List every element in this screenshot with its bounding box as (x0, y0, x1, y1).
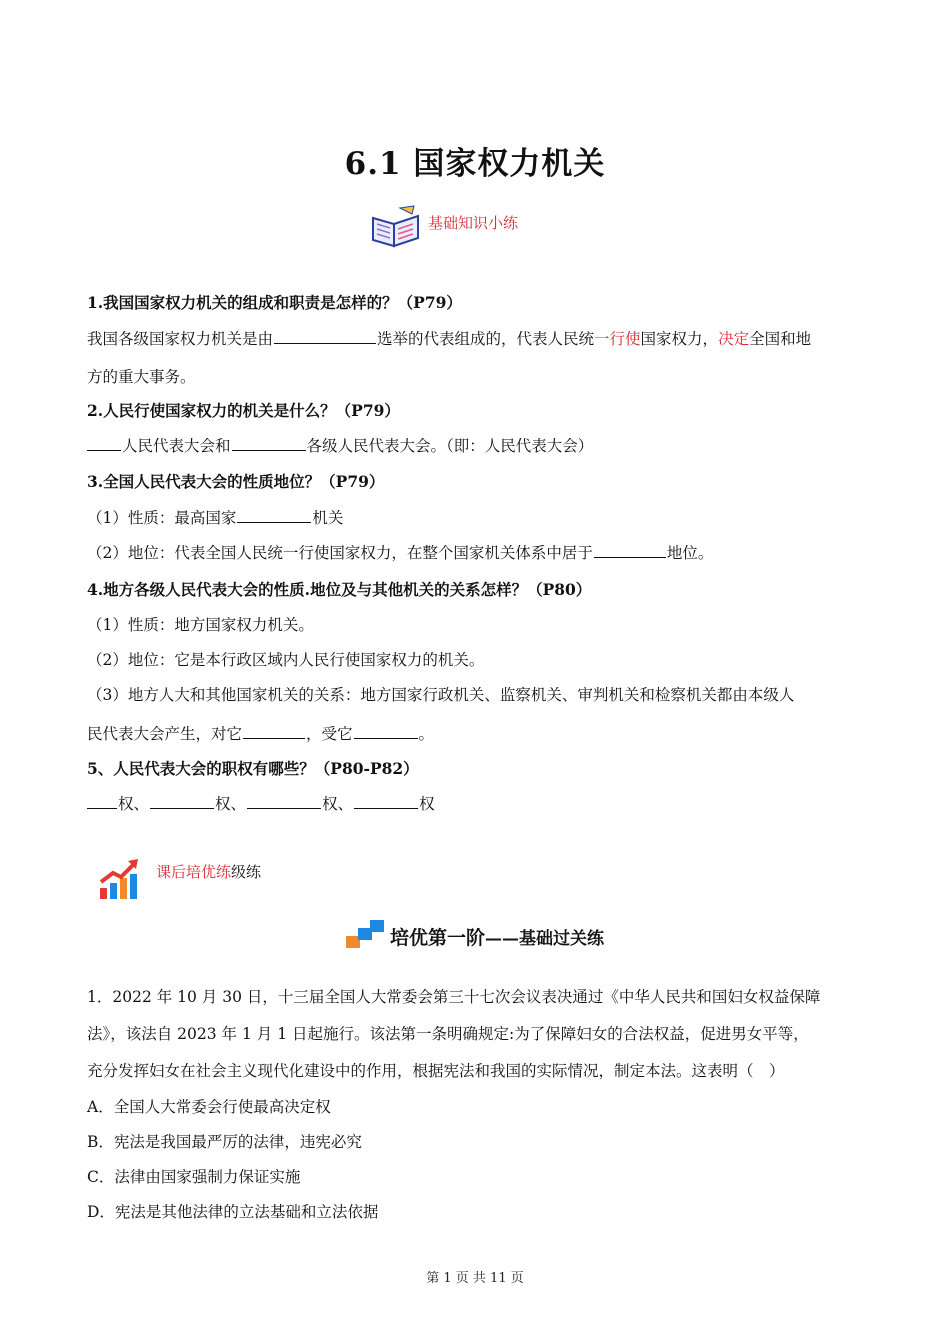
question-5-answer (87, 792, 435, 814)
answer-blank[interactable] (243, 723, 305, 739)
text: 、 (133, 795, 150, 813)
question-4-line-1: （1）性质：地方国家权力机关。 (87, 616, 314, 634)
text: 权 (322, 795, 338, 813)
tier-label-main: 培优第一阶 (389, 926, 485, 949)
answer-blank[interactable] (232, 435, 306, 451)
answer-blank[interactable] (354, 723, 418, 739)
answer-blank[interactable] (150, 793, 214, 809)
answer-blank[interactable] (237, 507, 311, 523)
tier-heading (0, 918, 950, 954)
text: 。 (418, 725, 435, 743)
mcq-option-a[interactable]: A．全国人大常委会行使最高决定权 (87, 1098, 331, 1116)
question-4-heading: 4.地方各级人民代表大会的性质.地位及与其他机关的关系怎样？（P80） (87, 580, 592, 599)
text: 、 (230, 795, 247, 813)
question-4-line-2: （2）地位：它是本行政区域内人民行使国家权力的机关。 (87, 651, 485, 669)
tier-label (390, 923, 604, 950)
section-badge-basic (370, 204, 518, 254)
answer-blank[interactable] (274, 328, 376, 344)
mcq-option-b[interactable]: B．宪法是我国最严厉的法律，违宪必究 (87, 1133, 362, 1151)
text: 权 (118, 795, 134, 813)
question-4-line-3: （3）地方人大和其他国家机关的关系：地方国家行政机关、监察机关、审判机关和检察机关都由本级人 (87, 686, 795, 704)
stairs-icon (346, 918, 386, 954)
question-1-heading: 1.我国国家权力机关的组成和职责是怎样的？（P79） (87, 293, 462, 312)
section-badge-after-class (98, 856, 261, 906)
text: 人民代表大会和 (122, 437, 231, 455)
text: 选举的代表组成的，代表人民统 (377, 330, 595, 348)
text: （2）地位：代表全国人民统一行使国家权力，在整个国家机关体系中居于 (87, 544, 593, 562)
text: 地位。 (666, 544, 714, 562)
question-4-line-4 (87, 722, 434, 744)
section-badge-label: 基础知识小练 (428, 213, 519, 232)
answer-blank[interactable] (247, 793, 321, 809)
answer-blank[interactable] (87, 435, 121, 451)
page-title: 6.1 国家权力机关 (344, 146, 606, 182)
question-3-line-1 (87, 506, 343, 528)
question-1-line-1 (87, 327, 811, 349)
mcq-1-line-3: 充分发挥妇女在社会主义现代化建设中的作用，根据宪法和我国的实际情况，制定本法。这表明（ ） (87, 1062, 785, 1080)
text: 各级人民代表大会。（即：人民代表大会） (306, 437, 594, 455)
text: 、 (337, 795, 354, 813)
mcq-option-c[interactable]: C．法律由国家强制力保证实施 (87, 1168, 301, 1186)
text: ，受它 (306, 725, 353, 743)
question-5-heading: 5、人民代表大会的职权有哪些？（P80-P82） (87, 759, 419, 778)
question-2-heading: 2.人民行使国家权力的机关是什么？（P79） (87, 401, 400, 420)
section-badge-label (156, 861, 261, 882)
highlight-text: 决定 (718, 330, 750, 348)
text: 权 (419, 795, 435, 813)
highlight-text: 一行使 (594, 330, 641, 348)
page-footer: 第 1 页 共 11 页 (426, 1271, 524, 1286)
question-3-heading: 3.全国人民代表大会的性质地位？（P79） (87, 472, 385, 491)
mcq-1-line-1: 1．2022 年 10 月 30 日，十三届全国人大常委会第三十七次会议表决通过《中华人民共和国妇女权益保障 (87, 988, 821, 1006)
text: 机关 (312, 509, 344, 527)
mcq-option-d[interactable]: D．宪法是其他法律的立法基础和立法依据 (87, 1203, 379, 1221)
text: 国家权力， (640, 330, 719, 348)
text: 权 (215, 795, 231, 813)
text: 全国和地 (749, 330, 812, 348)
answer-blank[interactable] (354, 793, 418, 809)
question-3-line-2 (87, 541, 713, 563)
text: 民代表大会产生，对它 (87, 725, 243, 743)
answer-blank[interactable] (594, 542, 666, 558)
badge-red-text: 课后培优练 (156, 862, 232, 881)
tier-label-rest: ——基础过关练 (485, 928, 604, 949)
badge-black-text: 级练 (231, 862, 262, 881)
text: 我国各级国家权力机关是由 (87, 330, 274, 348)
answer-blank[interactable] (87, 793, 117, 809)
book-icon (370, 204, 422, 254)
question-1-line-2: 方的重大事务。 (87, 368, 196, 386)
text: （1）性质：最高国家 (87, 509, 237, 527)
mcq-1-line-2: 法》，该法自 2023 年 1 月 1 日起施行。该法第一条明确规定:为了保障妇女的合法权益，促进男女平等， (87, 1025, 809, 1043)
growth-chart-icon (98, 856, 144, 906)
question-2-answer (87, 434, 593, 456)
